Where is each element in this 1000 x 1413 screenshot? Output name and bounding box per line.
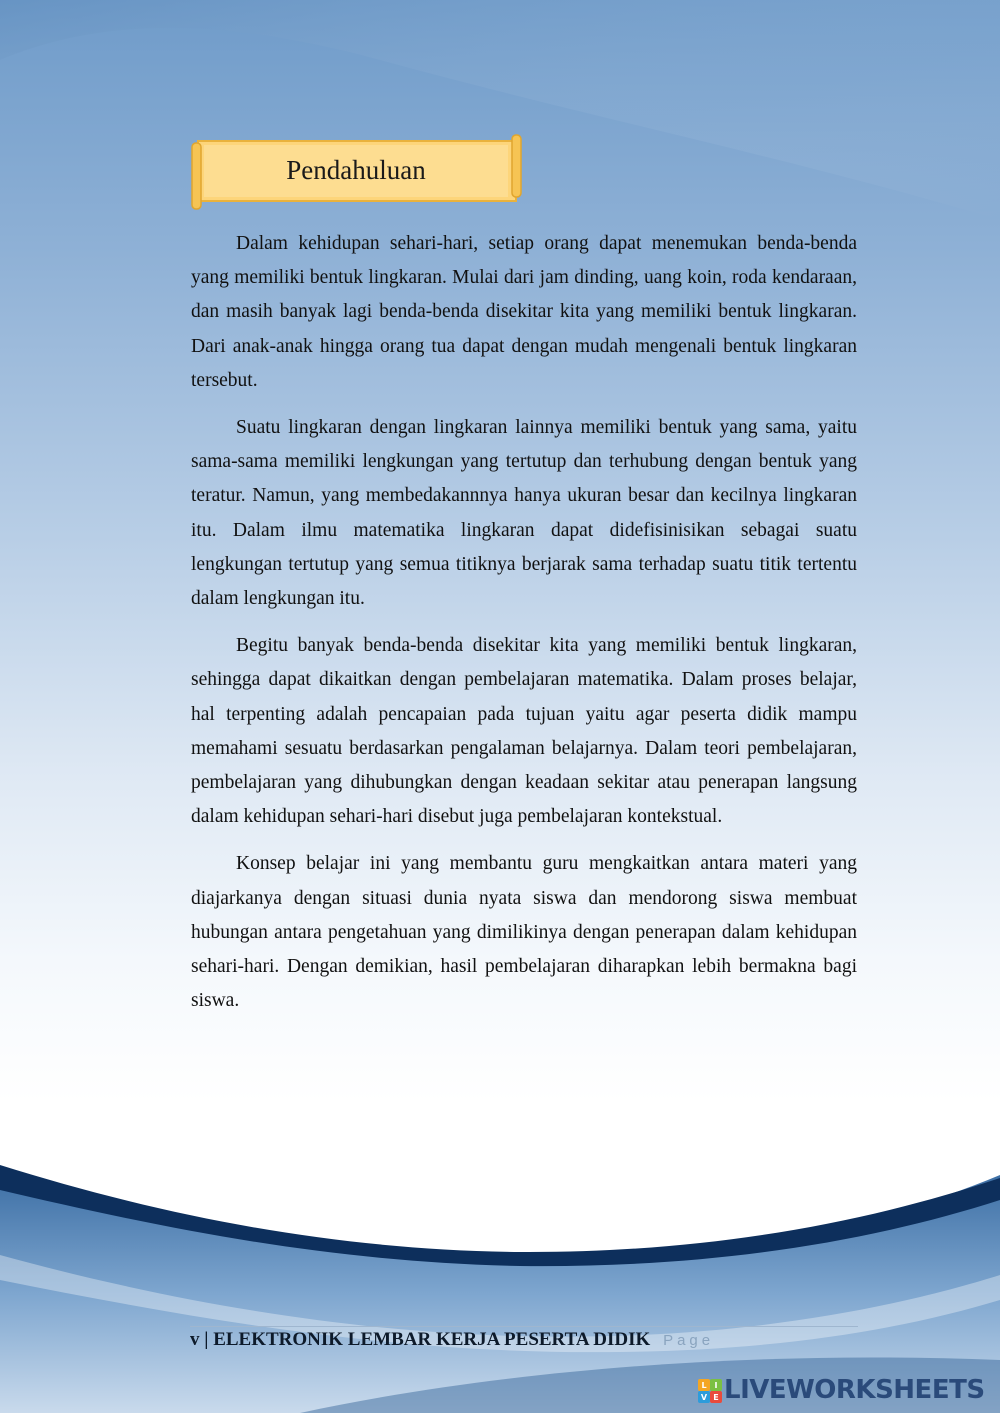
paragraph: Suatu lingkaran dengan lingkaran lainnya memiliki bentuk yang sama, yaitu sama-sama memiliki lengkungan yang tertutup dan terhubung dengan bentuk yang teratur. Namun, yang membedakannnya hanya ukuran besar dan kecilnya lingkaran itu. Dalam ilmu matematika lingkaran dapat didefisinisikan sebagai suatu lengkungan tertutup yang semua titiknya berjarak sama terhadap suatu titik tertentu dalam lengkungan itu. [191,417,857,610]
body-text [191,227,857,1031]
badge-letter: L [698,1379,710,1391]
paragraph: Begitu banyak benda-benda disekitar kita yang memiliki bentuk lingkaran, sehingga dapat dikaitkan dengan pembelajaran matematika. Dalam proses belajar, hal terpenting adalah pencapaian pada tujuan yaitu agar peserta didik mampu memahami sesuatu berdasarkan pengalaman belajarnya. Dalam teori pembelajaran, pembelajaran yang dihubungkan dengan keadaan sekitar atau penerapan langsung dalam kehidupan sehari-hari disebut juga pembelajaran kontekstual. [191,635,857,828]
paragraph: Konsep belajar ini yang membantu guru mengkaitkan antara materi yang diajarkanya dengan situasi dunia nyata siswa dan mendorong siswa membuat hubungan antara pengetahuan yang dimilikinya dengan penerapan dalam kehidupan sehari-hari. Dengan demikian, hasil pembelajaran diharapkan lebih bermakna bagi siswa. [191,853,857,1012]
footer-page-word: Page [663,1332,715,1349]
footer-divider [190,1326,858,1327]
badge-letter: V [698,1391,710,1403]
footer-title: ELEKTRONIK LEMBAR KERJA PESERTA DIDIK [213,1329,651,1350]
page-footer [190,1329,714,1353]
footer-separator: | [204,1329,209,1350]
liveworksheets-brand: LIVEWORKSHEETS [724,1375,985,1405]
footer-page-number: v [190,1329,200,1350]
paragraph: Dalam kehidupan sehari-hari, setiap orang dapat menemukan benda-benda yang memiliki bentuk lingkaran. Mulai dari jam dinding, uang koin, roda kendaraan, dan masih banyak lagi benda-benda disekitar kita yang memiliki bentuk lingkaran. Dari anak-anak hingga orang tua dapat dengan mudah mengenali bentuk lingkaran tersebut. [191,233,857,391]
liveworksheets-badge-icon [698,1379,722,1403]
page-title: Pendahuluan [286,155,426,185]
title-scroll-banner [190,133,522,211]
badge-letter: I [710,1379,722,1391]
badge-letter: E [710,1391,722,1403]
